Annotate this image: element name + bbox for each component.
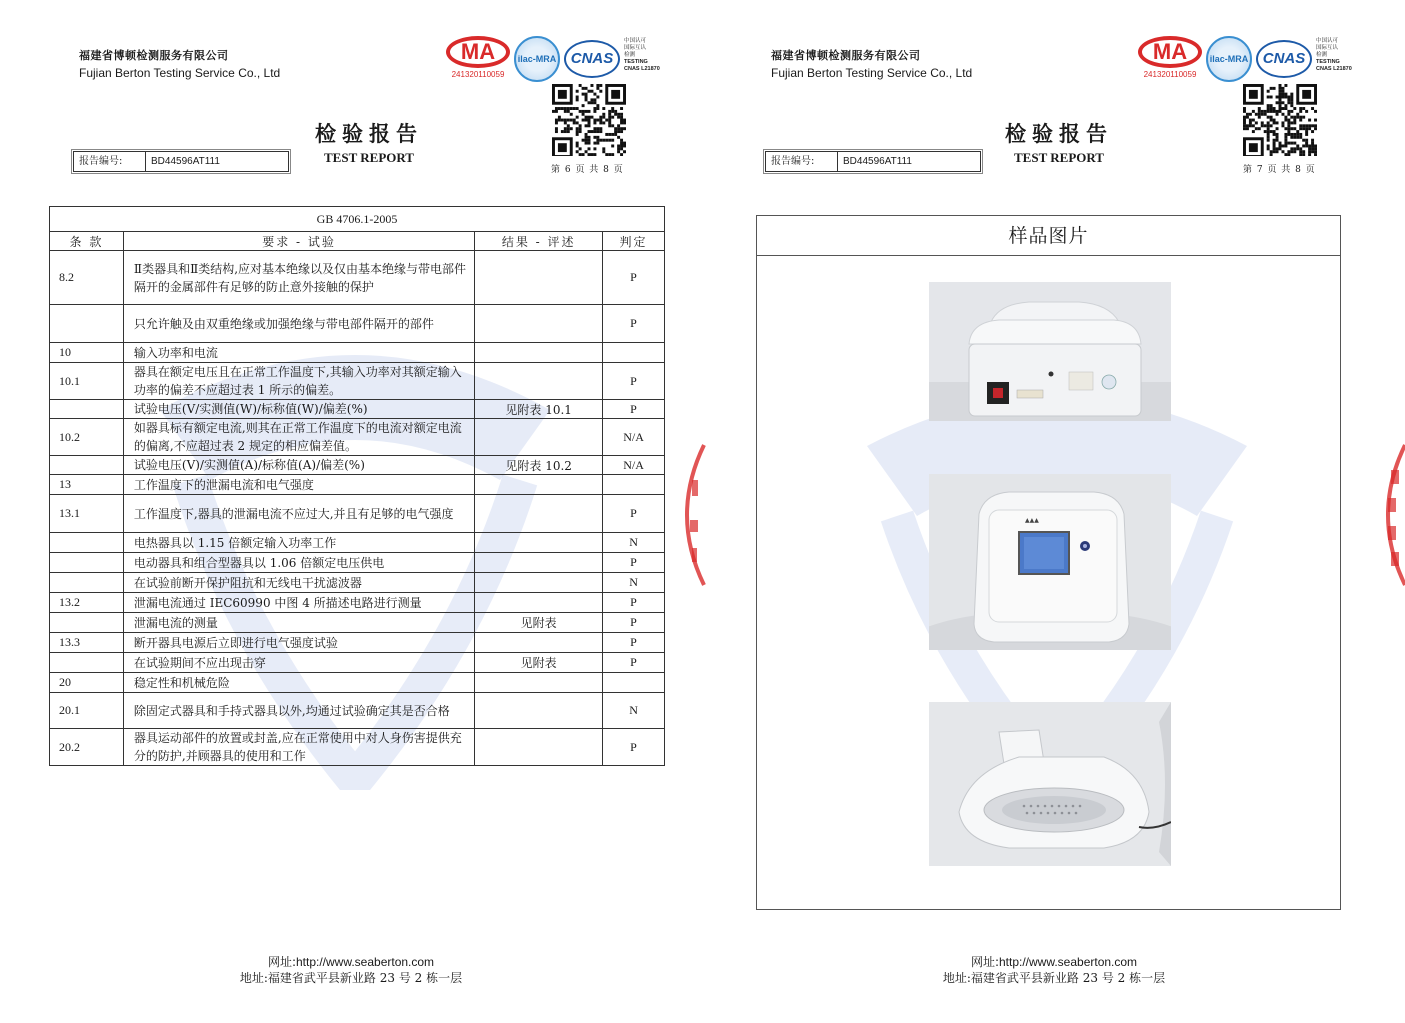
- verdict-cell: P: [603, 363, 665, 400]
- header-result: 结果 - 评述: [475, 232, 603, 251]
- table-row: [50, 343, 665, 363]
- report-number-label: 报告编号:: [766, 152, 838, 171]
- clause-cell: 20.2: [50, 729, 124, 766]
- cnas-logo: CNAS: [564, 40, 620, 78]
- sample-photo-rear: [929, 282, 1171, 421]
- result-cell: [475, 251, 603, 305]
- result-cell: [475, 573, 603, 593]
- requirement-cell: 输入功率和电流: [123, 343, 474, 363]
- table-row: [50, 729, 665, 766]
- cnas-caption-line: 中国认可: [624, 38, 647, 44]
- result-cell: [475, 553, 603, 573]
- table-row: [50, 419, 665, 456]
- table-row: [50, 495, 665, 533]
- footer-website: [0, 954, 702, 970]
- verdict-cell: N/A: [603, 419, 665, 456]
- cma-logo: [446, 36, 510, 82]
- footer-website-label: 网址:: [267, 955, 296, 969]
- cnas-caption: [624, 38, 660, 73]
- verdict-cell: P: [603, 495, 665, 533]
- result-cell: [475, 533, 603, 553]
- requirement-cell: 试验电压(V)/实测值(A)/标称值(A)/偏差(%): [123, 456, 474, 475]
- clause-cell: 20.1: [50, 693, 124, 729]
- cma-number: 241320110059: [451, 70, 505, 79]
- footer-website: [703, 954, 1405, 970]
- verdict-cell: P: [603, 305, 665, 343]
- requirement-cell: 工作温度下的泄漏电流和电气强度: [123, 475, 474, 495]
- requirement-cell: 如器具标有额定电流,则其在正常工作温度下的电流对额定电流的偏离,不应超过表 2 规定的相应偏差值。: [123, 419, 474, 456]
- header-requirement: 要求 - 试验: [123, 232, 474, 251]
- cnas-caption-line: CNAS L21870: [624, 66, 660, 72]
- requirement-cell: 工作温度下,器具的泄漏电流不应过大,并且有足够的电气强度: [123, 495, 474, 533]
- company-name-en: Fujian Berton Testing Service Co., Ltd: [771, 66, 973, 80]
- clause-cell: [50, 533, 124, 553]
- clause-cell: 10.2: [50, 419, 124, 456]
- result-cell: [475, 305, 603, 343]
- company-name-en: Fujian Berton Testing Service Co., Ltd: [79, 66, 281, 80]
- result-cell: [475, 419, 603, 456]
- cma-letters: MA: [446, 36, 510, 68]
- result-cell: [475, 475, 603, 495]
- report-title: [299, 118, 439, 166]
- table-row: [50, 633, 665, 653]
- table-row: [50, 475, 665, 495]
- result-cell: 见附表 10.1: [475, 400, 603, 419]
- clause-cell: [50, 653, 124, 673]
- clause-cell: 13.3: [50, 633, 124, 653]
- verdict-cell: P: [603, 400, 665, 419]
- footer-address: 地址:福建省武平县新业路 23 号 2 栋一层: [942, 971, 1166, 985]
- cnas-logo: CNAS: [1256, 40, 1312, 78]
- clause-cell: 10.1: [50, 363, 124, 400]
- company-name-cn: 福建省博顿检测服务有限公司: [771, 50, 921, 62]
- report-number-box: [765, 151, 981, 172]
- qr-code: [1243, 84, 1317, 156]
- result-cell: [475, 343, 603, 363]
- requirement-cell: 稳定性和机械危险: [123, 673, 474, 693]
- cnas-caption-line: 检测: [1316, 52, 1328, 58]
- verdict-cell: P: [603, 553, 665, 573]
- cnas-caption: [1316, 38, 1352, 73]
- result-cell: [475, 729, 603, 766]
- verdict-cell: N/A: [603, 456, 665, 475]
- cnas-caption-line: 国际互认: [624, 45, 647, 51]
- sample-photo-top: [929, 474, 1171, 650]
- verdict-cell: P: [603, 633, 665, 653]
- requirement-cell: 在试验前断开保护阻抗和无线电干扰滤波器: [123, 573, 474, 593]
- verdict-cell: [603, 475, 665, 495]
- cnas-caption-line: 国际互认: [1316, 45, 1339, 51]
- standard-title: GB 4706.1-2005: [50, 207, 665, 232]
- page-number: 第 7 页 共 8 页: [1243, 165, 1316, 175]
- seal-stamp: [1379, 440, 1405, 590]
- table-row: [50, 363, 665, 400]
- verdict-cell: N: [603, 533, 665, 553]
- report-title: [989, 118, 1129, 166]
- requirement-cell: 电热器具以 1.15 倍额定输入功率工作: [123, 533, 474, 553]
- header-verdict: 判定: [603, 232, 665, 251]
- cnas-caption-line: 中国认可: [1316, 38, 1339, 44]
- table-row: [50, 653, 665, 673]
- verdict-cell: N: [603, 573, 665, 593]
- verdict-cell: N: [603, 693, 665, 729]
- result-cell: 见附表: [475, 613, 603, 633]
- report-number-value: BD44596AT111: [151, 156, 220, 167]
- requirement-cell: 器具运动部件的放置或封盖,应在正常使用中对人身伤害提供充分的防护,并顾器具的使用和工作: [123, 729, 474, 766]
- table-row: [50, 573, 665, 593]
- cma-letters: MA: [1138, 36, 1202, 68]
- requirement-cell: 断开器具电源后立即进行电气强度试验: [123, 633, 474, 653]
- clause-cell: [50, 456, 124, 475]
- report-title-cn: 检验报告: [1005, 122, 1113, 146]
- company-header: [79, 47, 280, 80]
- cma-number: 241320110059: [1143, 70, 1197, 79]
- table-row: [50, 456, 665, 475]
- result-cell: [475, 633, 603, 653]
- cnas-caption-line: CNAS L21870: [1316, 66, 1352, 72]
- report-page-7: [703, 0, 1405, 1023]
- table-row: [50, 593, 665, 613]
- result-cell: 见附表 10.2: [475, 456, 603, 475]
- result-cell: [475, 593, 603, 613]
- requirement-cell: 器具在额定电压且在正常工作温度下,其输入功率对其额定输入功率的偏差不应超过表 1 所示的偏差。: [123, 363, 474, 400]
- result-cell: [475, 673, 603, 693]
- table-row: [50, 251, 665, 305]
- clause-cell: 8.2: [50, 251, 124, 305]
- report-number-box: [73, 151, 289, 172]
- requirement-cell: 试验电压(V/实测值(W)/标称值(W)/偏差(%): [123, 400, 474, 419]
- clause-cell: 20: [50, 673, 124, 693]
- ilac-mra-logo: ilac-MRA: [514, 36, 560, 82]
- verdict-cell: P: [603, 593, 665, 613]
- result-cell: 见附表: [475, 653, 603, 673]
- cnas-caption-line: 检测: [624, 52, 636, 58]
- result-cell: [475, 363, 603, 400]
- table-row: [50, 613, 665, 633]
- ilac-mra-logo: ilac-MRA: [1206, 36, 1252, 82]
- clause-cell: 13.1: [50, 495, 124, 533]
- requirement-cell: 在试验期间不应出现击穿: [123, 653, 474, 673]
- clause-cell: [50, 305, 124, 343]
- header-clause: 条 款: [50, 232, 124, 251]
- footer: [0, 954, 702, 986]
- requirement-cell: 除固定式器具和手持式器具以外,均通过试验确定其是否合格: [123, 693, 474, 729]
- requirement-cell: 电动器具和组合型器具以 1.06 倍额定电压供电: [123, 553, 474, 573]
- verdict-cell: P: [603, 613, 665, 633]
- footer-website-url[interactable]: http://www.seaberton.com: [295, 955, 435, 969]
- report-title-en: TEST REPORT: [324, 150, 414, 165]
- company-header: [771, 47, 972, 80]
- verdict-cell: P: [603, 251, 665, 305]
- verdict-cell: P: [603, 653, 665, 673]
- clause-cell: [50, 573, 124, 593]
- accreditation-logos: [1138, 36, 1368, 82]
- clause-cell: [50, 400, 124, 419]
- cma-logo: [1138, 36, 1202, 82]
- cnas-caption-line: TESTING: [1316, 59, 1340, 65]
- report-title-en: TEST REPORT: [1014, 150, 1104, 165]
- footer-address: 地址:福建省武平县新业路 23 号 2 栋一层: [239, 971, 463, 985]
- table-row: [50, 533, 665, 553]
- footer-website-label: 网址:: [970, 955, 999, 969]
- table-row: [50, 673, 665, 693]
- verdict-cell: [603, 343, 665, 363]
- sample-photos-panel: [756, 215, 1341, 910]
- clause-cell: 13: [50, 475, 124, 495]
- clause-cell: [50, 613, 124, 633]
- verdict-cell: P: [603, 729, 665, 766]
- report-number-value: BD44596AT111: [843, 156, 912, 167]
- report-page-6: [0, 0, 702, 1023]
- verdict-cell: [603, 673, 665, 693]
- page-number: 第 6 页 共 8 页: [551, 165, 624, 175]
- result-cell: [475, 495, 603, 533]
- company-name-cn: 福建省博顿检测服务有限公司: [79, 50, 229, 62]
- requirement-cell: 泄漏电流通过 IEC60990 中图 4 所描述电路进行测量: [123, 593, 474, 613]
- requirement-cell: 只允许触及由双重绝缘或加强绝缘与带电部件隔开的部件: [123, 305, 474, 343]
- report-title-cn: 检验报告: [315, 122, 423, 146]
- standard-clause-table: [49, 206, 665, 766]
- requirement-cell: 泄漏电流的测量: [123, 613, 474, 633]
- requirement-cell: Ⅱ类器具和Ⅱ类结构,应对基本绝缘以及仅由基本绝缘与带电部件隔开的金属部件有足够的防止意外接触的保护: [123, 251, 474, 305]
- clause-cell: [50, 553, 124, 573]
- footer: [703, 954, 1405, 986]
- table-row: [50, 553, 665, 573]
- table-row: [50, 400, 665, 419]
- table-row: [50, 693, 665, 729]
- cnas-caption-line: TESTING: [624, 59, 648, 65]
- result-cell: [475, 693, 603, 729]
- svg-text:▲▲▲: ▲▲▲: [1025, 517, 1039, 524]
- sample-photos-heading: 样品图片: [757, 216, 1340, 256]
- clause-cell: 13.2: [50, 593, 124, 613]
- report-number-label: 报告编号:: [74, 152, 146, 171]
- clause-cell: 10: [50, 343, 124, 363]
- sample-photo-bottom: [929, 702, 1171, 866]
- qr-code: [552, 84, 626, 156]
- footer-website-url[interactable]: http://www.seaberton.com: [998, 955, 1138, 969]
- accreditation-logos: [446, 36, 676, 82]
- table-row: [50, 305, 665, 343]
